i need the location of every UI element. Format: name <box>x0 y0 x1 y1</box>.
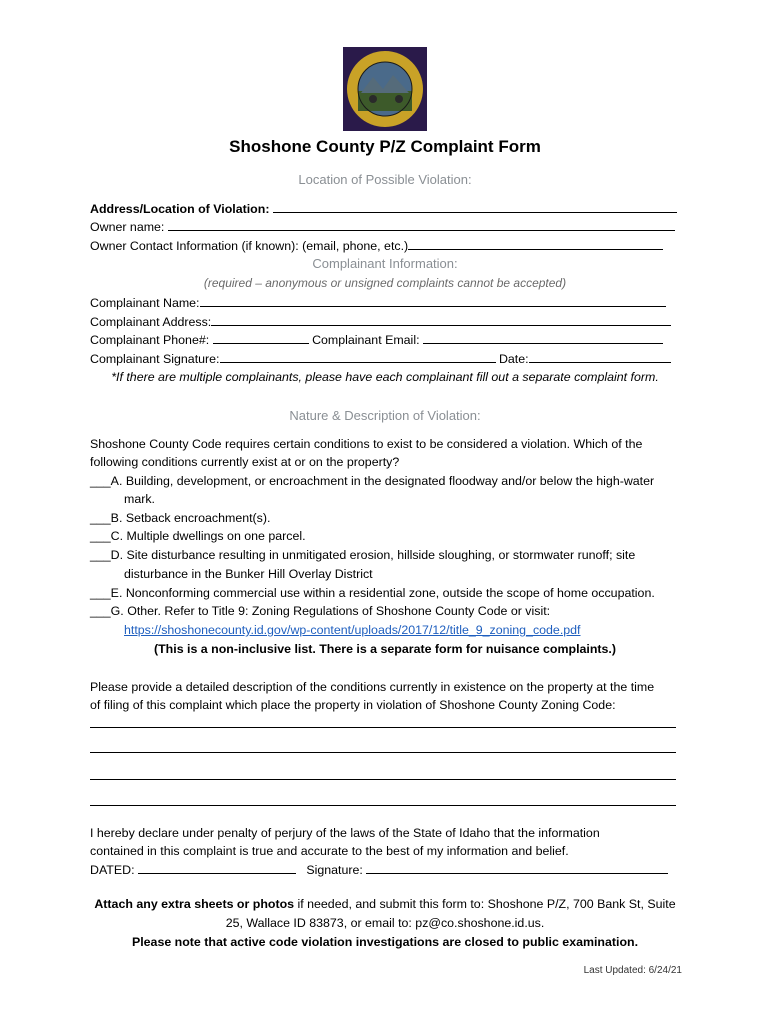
owner-name-input-line[interactable] <box>168 218 675 231</box>
attach-instructions-1 <box>0 896 770 912</box>
condition-e[interactable]: ___E. Nonconforming commercial use within a residential zone, outside the scope of home occupation. <box>90 586 655 600</box>
complainant-signature-label: Complainant Signature: <box>90 352 220 366</box>
confidentiality-note: Please note that active code violation investigations are closed to public examination. <box>131 935 639 949</box>
describe-text-2: of filing of this complaint which place the property in violation of Shoshone County Zoning Code: <box>90 698 616 712</box>
complainant-phone-label: Complainant Phone#: <box>90 333 210 347</box>
declaration-signature-input-line[interactable] <box>366 861 668 874</box>
complainant-phone-input-line[interactable] <box>213 331 309 344</box>
address-field[interactable] <box>90 200 677 217</box>
description-line-1[interactable] <box>90 727 676 728</box>
description-line-3[interactable] <box>90 779 676 780</box>
section-heading-complainant: Complainant Information: <box>312 256 458 271</box>
complainant-name-input-line[interactable] <box>200 294 666 307</box>
complainant-date-label: Date: <box>498 352 529 366</box>
form-title: Shoshone County P/Z Complaint Form <box>229 137 541 156</box>
describe-text-1: Please provide a detailed description of the conditions currently in existence on the property at the time <box>90 680 655 694</box>
description-line-4[interactable] <box>90 805 676 806</box>
condition-c[interactable]: ___C. Multiple dwellings on one parcel. <box>90 529 306 543</box>
owner-contact-field[interactable] <box>90 237 663 254</box>
zoning-code-link[interactable]: https://shoshonecounty.id.gov/wp-content/uploads/2017/12/title_9_zoning_code.pdf <box>124 623 581 637</box>
complainant-signature-field[interactable] <box>90 350 671 367</box>
section-heading-location: Location of Possible Violation: <box>298 172 472 187</box>
intro-text-2: following conditions currently exist at or on the property? <box>90 455 400 469</box>
condition-a[interactable]: ___A. Building, development, or encroachment in the designated floodway and/or below the high-water <box>90 474 655 488</box>
owner-name-label: Owner name: <box>90 220 165 234</box>
owner-contact-label: Owner Contact Information (if known): (email, phone, etc.) <box>90 239 409 253</box>
declaration-signature-label: Signature: <box>306 863 363 877</box>
declaration-text-1: I hereby declare under penalty of perjury of the laws of the State of Idaho that the information <box>90 826 600 840</box>
address-label: Address/Location of Violation: <box>90 202 270 216</box>
complainant-name-label: Complainant Name: <box>90 296 200 310</box>
non-inclusive-note: (This is a non-inclusive list. There is a separate form for nuisance complaints.) <box>153 642 617 656</box>
dated-label: DATED: <box>90 863 135 877</box>
last-updated: Last Updated: 6/24/21 <box>583 965 682 976</box>
intro-text-1: Shoshone County Code requires certain conditions to exist to be considered a violation. Which of the <box>90 437 643 451</box>
attach-rest-text: if needed, and submit this form to: Shoshone P/Z, 700 Bank St, Suite <box>294 897 676 911</box>
complainant-date-input-line[interactable] <box>529 350 671 363</box>
description-line-2[interactable] <box>90 752 676 753</box>
complainant-name-field[interactable] <box>90 294 666 311</box>
complainant-email-input-line[interactable] <box>423 331 663 344</box>
condition-g[interactable]: ___G. Other. Refer to Title 9: Zoning Regulations of Shoshone County Code or visit: <box>90 604 551 618</box>
owner-contact-input-line[interactable] <box>408 237 663 250</box>
condition-d-cont: disturbance in the Bunker Hill Overlay District <box>124 567 373 581</box>
complainant-address-input-line[interactable] <box>211 313 671 326</box>
complainant-address-field[interactable] <box>90 313 671 330</box>
county-seal-logo <box>343 47 427 131</box>
declaration-sign-field[interactable] <box>90 861 668 878</box>
attach-bold-text: Attach any extra sheets or photos <box>94 897 295 911</box>
complainant-email-label: Complainant Email: <box>312 333 420 347</box>
complainant-phone-email-field[interactable] <box>90 331 663 348</box>
condition-d[interactable]: ___D. Site disturbance resulting in unmitigated erosion, hillside sloughing, or stormwater runoff; site <box>90 548 636 562</box>
attach-instructions-2: 25, Wallace ID 83873, or email to: pz@co.shoshone.id.us. <box>225 916 545 930</box>
address-input-line[interactable] <box>273 200 677 213</box>
condition-a-cont: mark. <box>124 492 155 506</box>
condition-b[interactable]: ___B. Setback encroachment(s). <box>90 511 271 525</box>
complainant-address-label: Complainant Address: <box>90 315 212 329</box>
dated-input-line[interactable] <box>138 861 296 874</box>
anonymous-note: (required – anonymous or unsigned complaints cannot be accepted) <box>203 276 567 290</box>
owner-name-field[interactable] <box>90 218 675 235</box>
multiple-complainants-note: *If there are multiple complainants, please have each complainant fill out a separate complaint form. <box>111 370 659 384</box>
declaration-text-2: contained in this complaint is true and accurate to the best of my information and belief. <box>90 844 569 858</box>
section-heading-nature: Nature & Description of Violation: <box>289 408 481 423</box>
seal-icon <box>343 47 427 131</box>
complainant-signature-input-line[interactable] <box>220 350 496 363</box>
